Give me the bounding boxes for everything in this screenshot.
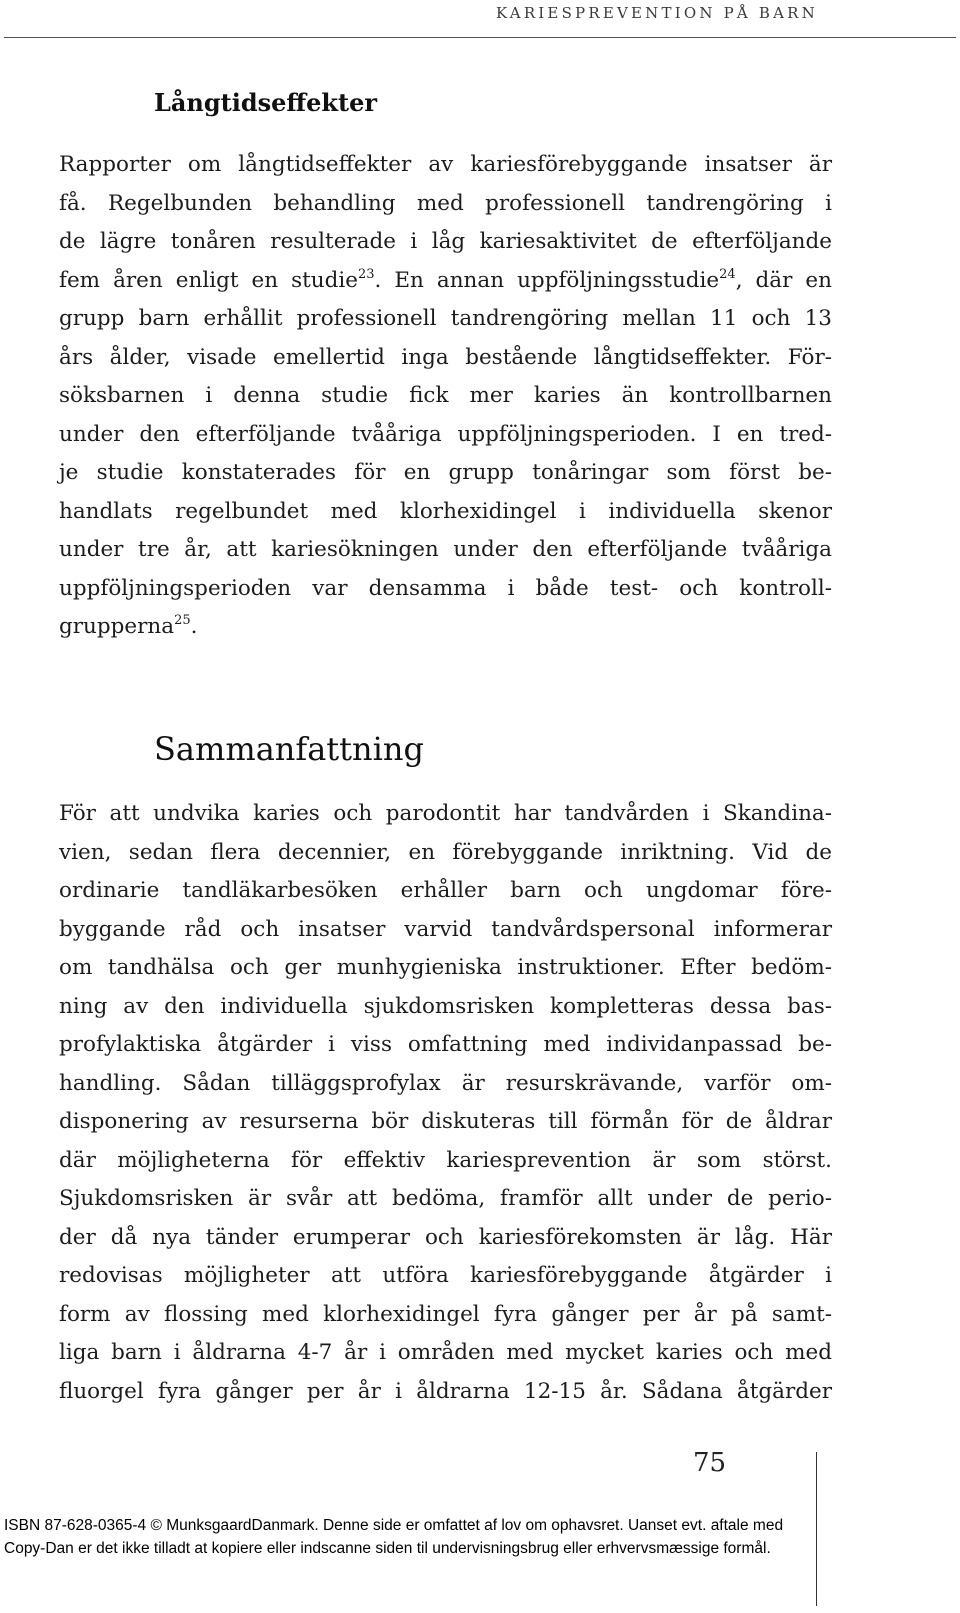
text-line-with-reference [59, 608, 832, 647]
text-line: form av flossing med klorhexidingel fyra gånger per år på samt- [59, 1301, 832, 1327]
text-fragment: grupperna [59, 614, 175, 639]
text-line: under tre år, att kariesökningen under den efterföljande tvååriga [59, 537, 832, 562]
section-heading-sammanfattning: Sammanfattning [154, 730, 424, 768]
page-number: 75 [693, 1448, 727, 1478]
text-line: fluorgel fyra gånger per år i åldrarna 12-15 år. Sådana åtgärder [59, 1378, 832, 1404]
header-rule [4, 37, 956, 38]
footer-line: ISBN 87-628-0365-4 © MunksgaardDanmark. Denne side er omfattet af lov om ophavsret. Uanset evt. aftale med [4, 1517, 784, 1534]
text-line: der då nya tänder erumperar och kariesförekomsten är låg. Här [59, 1224, 832, 1250]
text-line: grupp barn erhållit professionell tandrengöring mellan 11 och 13 [59, 306, 832, 331]
text-line: handling. Sådan tilläggsprofylax är resurskrävande, varför om- [59, 1070, 832, 1096]
text-fragment: , där en [735, 267, 832, 293]
text-line: Rapporter om långtidseffekter av kariesförebyggande insatser är [59, 152, 832, 177]
text-line-with-references [59, 262, 832, 301]
text-line: uppföljningsperioden var densamma i både test- och kontroll- [59, 575, 832, 601]
paragraph-sammanfattning [59, 795, 832, 1411]
text-line: byggande råd och insatser varvid tandvårdspersonal informerar [59, 916, 832, 942]
reference-superscript: 25 [174, 613, 191, 628]
footer-line: Copy-Dan er det ikke tilladt at kopiere eller indscanne siden til undervisningsbrug eller erhvervsmæssige formål. [4, 1540, 771, 1557]
text-line: liga barn i åldrarna 4-7 år i områden med mycket karies och med [59, 1340, 832, 1365]
text-line: där möjligheterna för effektiv kariesprevention är som störst. [59, 1147, 832, 1173]
text-line: profylaktiska åtgärder i viss omfattning med individanpassad be- [59, 1032, 832, 1057]
text-line: redovisas möjligheter att utföra kariesförebyggande åtgärder i [59, 1263, 832, 1288]
text-line: För att undvika karies och parodontit har tandvården i Skandina- [59, 801, 832, 826]
reference-superscript: 23 [357, 266, 375, 282]
text-line: om tandhälsa och ger munhygieniska instruktioner. Efter bedöm- [59, 955, 832, 980]
section-heading-langtidseffekter: Långtidseffekter [154, 88, 378, 117]
text-fragment: . [190, 614, 198, 639]
text-line: de lägre tonåren resulterade i låg kariesaktivitet de efterföljande [59, 229, 832, 254]
text-line: disponering av resurserna bör diskuteras till förmån för de åldrar [59, 1109, 832, 1134]
text-line: söksbarnen i denna studie fick mer karies än kontrollbarnen [59, 383, 832, 408]
text-line: ning av den individuella sjukdomsrisken kompletteras dessa bas- [59, 993, 832, 1019]
text-line: ordinarie tandläkarbesöken erhåller barn och ungdomar före- [59, 878, 832, 903]
reference-superscript: 24 [719, 266, 736, 282]
text-line: års ålder, visade emellertid inga bestående långtidseffekter. För- [59, 344, 832, 370]
text-line: je studie konstaterades för en grupp tonåringar som först be- [59, 460, 832, 485]
text-line: under den efterföljande tvååriga uppföljningsperioden. I en tred- [59, 421, 832, 447]
text-fragment: fem åren enligt en studie [59, 267, 358, 293]
running-header: KARIESPREVENTION PÅ BARN [495, 4, 818, 22]
text-line: Sjukdomsrisken är svår att bedöma, framför allt under de perio- [59, 1186, 832, 1211]
text-line: vien, sedan flera decennier, en förebyggande inriktning. Vid de [59, 839, 832, 865]
text-line: få. Regelbunden behandling med professionell tandrengöring i [59, 190, 832, 216]
text-fragment: . En annan uppföljningsstudie [374, 267, 720, 293]
paragraph-langtidseffekter [59, 146, 832, 647]
text-line: handlats regelbundet med klorhexidingel i individuella skenor [59, 498, 832, 524]
copyright-footer [4, 1514, 956, 1560]
